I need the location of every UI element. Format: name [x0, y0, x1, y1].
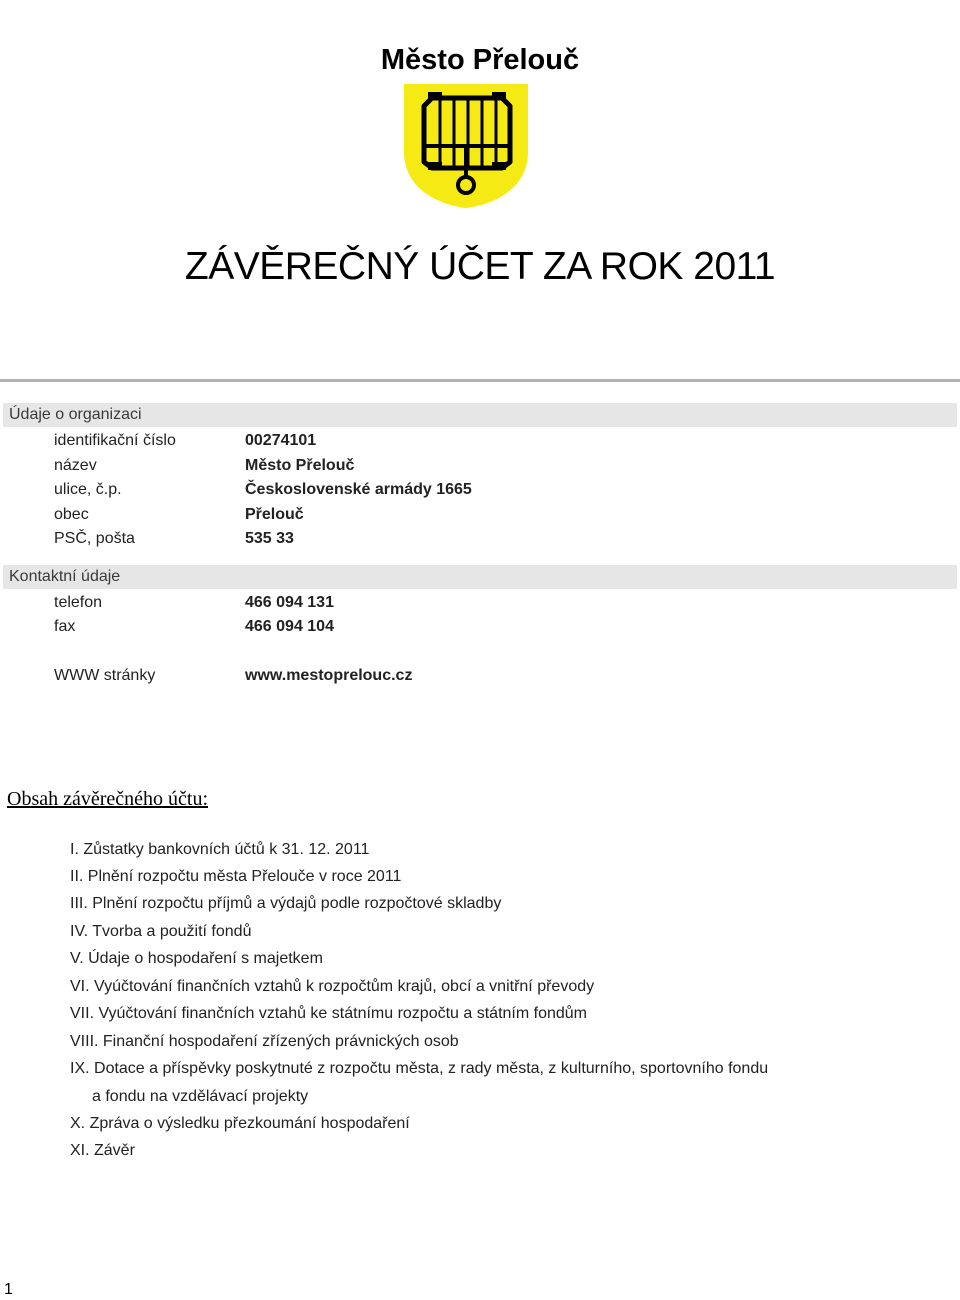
toc-item: VIII. Finanční hospodaření zřízených právnických osob [70, 1033, 459, 1050]
toc-item: VI. Vyúčtování finančních vztahů k rozpočtům krajů, obcí a vnitřní převody [70, 978, 595, 995]
document-title: ZÁVĚREČNÝ ÚČET ZA ROK 2011 [184, 245, 776, 288]
toc-item: I. Zůstatky bankovních účtů k 31. 12. 2011 [70, 841, 370, 858]
org-street-value: Československé armády 1665 [245, 481, 472, 498]
toc-item: XI. Závěr [70, 1142, 135, 1159]
fax-value: 466 094 104 [245, 618, 334, 635]
website-label: WWW stránky [54, 667, 156, 684]
org-street-label: ulice, č.p. [54, 481, 122, 498]
organization-section-header: Údaje o organizaci [3, 403, 957, 427]
fax-label: fax [54, 618, 76, 635]
org-id-label: identifikační číslo [54, 432, 176, 449]
org-town-value: Přelouč [245, 506, 304, 523]
toc-item: VII. Vyúčtování finančních vztahů ke státnímu rozpočtu a státním fondům [70, 1005, 588, 1022]
toc-item: III. Plnění rozpočtu příjmů a výdajů podle rozpočtové skladby [70, 895, 502, 912]
toc-item: II. Plnění rozpočtu města Přelouče v roce 2011 [70, 868, 402, 885]
contents-heading: Obsah závěrečného účtu: [7, 788, 209, 810]
org-name-label: název [54, 457, 97, 474]
page-number: 1 [4, 1281, 13, 1298]
website-link[interactable]: www.mestoprelouc.cz [245, 667, 413, 684]
city-title: Město Přelouč [380, 44, 580, 76]
toc-item: IV. Tvorba a použití fondů [70, 923, 252, 940]
org-name-value: Město Přelouč [245, 457, 355, 474]
org-id-value: 00274101 [245, 432, 317, 449]
divider [0, 379, 960, 382]
coat-of-arms-icon [402, 82, 530, 210]
toc-item: V. Údaje o hospodaření s majetkem [70, 950, 323, 967]
contacts-section-header: Kontaktní údaje [3, 565, 957, 589]
org-postcode-value: 535 33 [245, 530, 294, 547]
toc-item: X. Zpráva o výsledku přezkoumání hospodaření [70, 1115, 410, 1132]
org-town-label: obec [54, 506, 89, 523]
org-postcode-label: PSČ, pošta [54, 530, 135, 547]
toc-item: IX. Dotace a příspěvky poskytnuté z rozpočtu města, z rady města, z kulturního, sportovního fondu [70, 1060, 769, 1077]
toc-item-continuation: a fondu na vzdělávací projekty [92, 1088, 309, 1105]
phone-value: 466 094 131 [245, 594, 334, 611]
phone-label: telefon [54, 594, 103, 611]
